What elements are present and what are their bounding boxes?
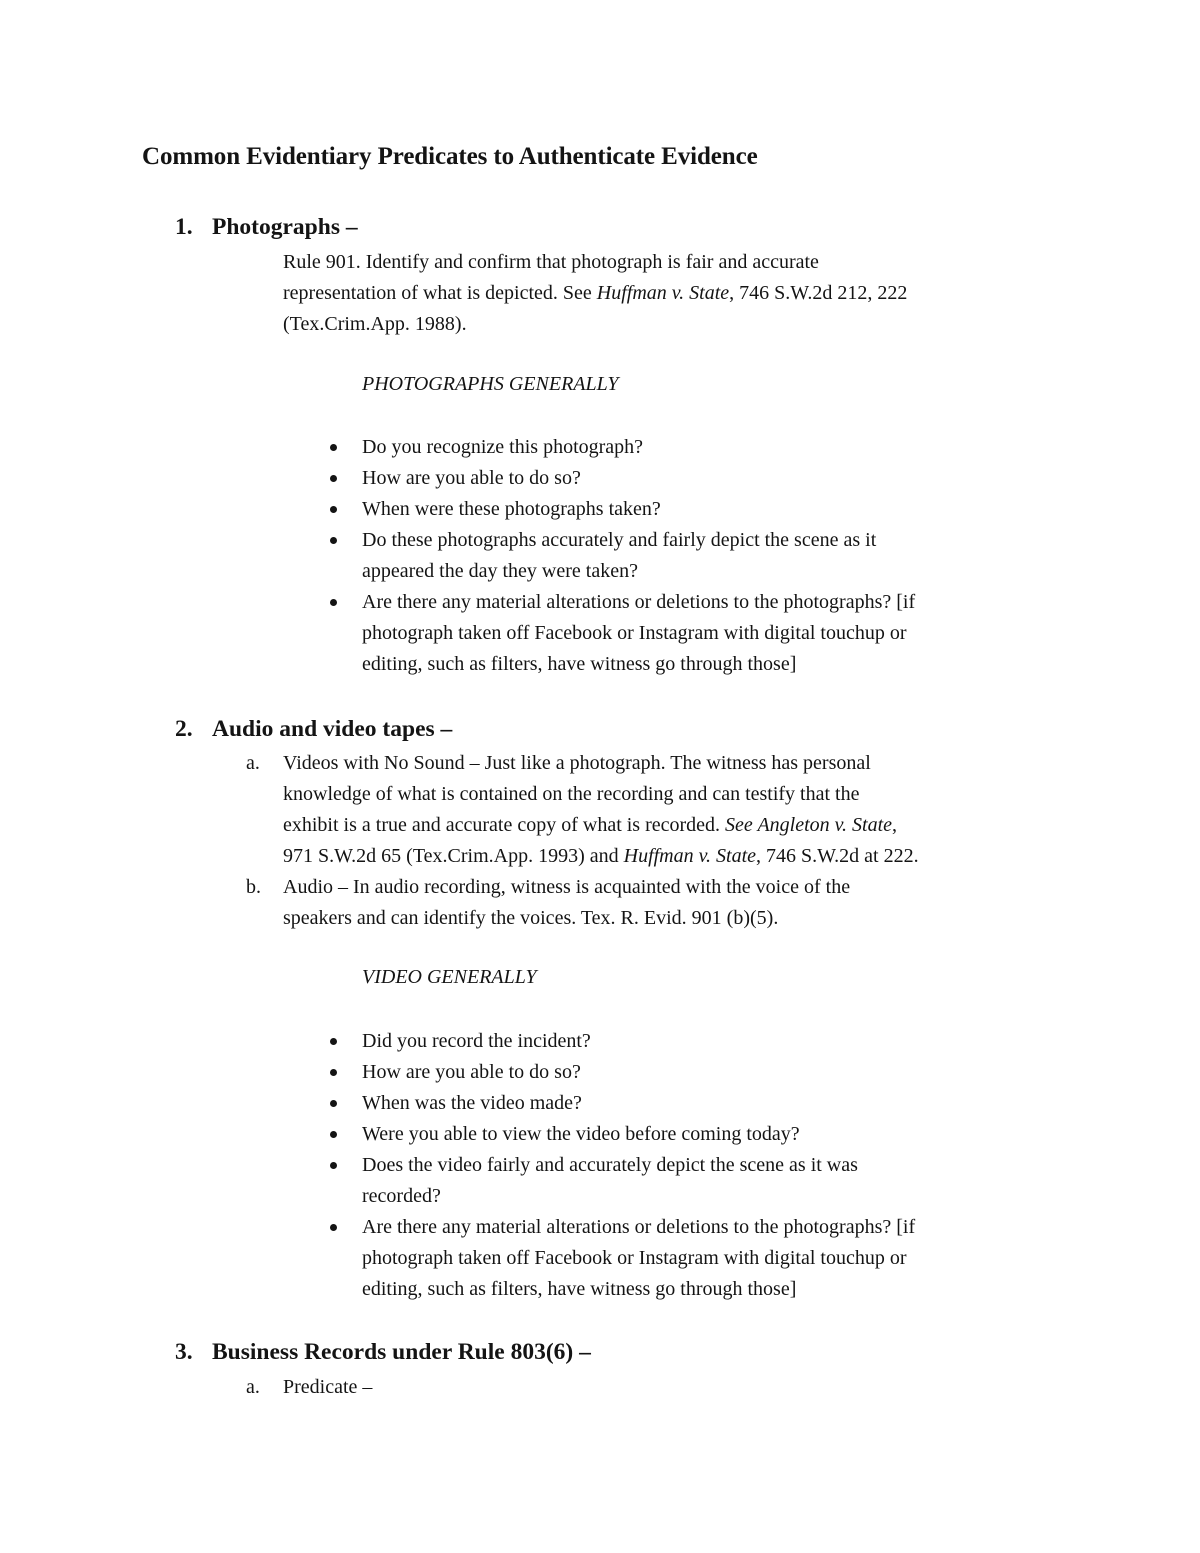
question-item xyxy=(362,525,915,587)
question-line: recorded? xyxy=(362,1185,441,1207)
list-marker: a. xyxy=(246,1376,260,1398)
list-marker: a. xyxy=(246,752,260,774)
question-line: photograph taken off Facebook or Instagram with digital touchup or xyxy=(362,622,907,644)
paragraph-line: (Tex.Crim.App. 1988). xyxy=(283,313,467,335)
section-1-heading xyxy=(175,214,358,241)
question-line: Are there any material alterations or deletions to the photographs? [if xyxy=(362,591,916,613)
case-citation: Huffman v. State xyxy=(596,282,730,304)
item-line: 971 S.W.2d 65 (Tex.Crim.App. 1993) and Huffman v. State, 746 S.W.2d at 222. xyxy=(283,845,919,867)
item-line: speakers and can identify the voices. Tex. R. Evid. 901 (b)(5). xyxy=(283,907,779,929)
photograph-questions-list xyxy=(362,432,915,680)
section-3-heading xyxy=(175,1339,591,1366)
case-citation: Huffman v. State xyxy=(623,845,757,867)
section-2-heading xyxy=(175,716,452,743)
question-item xyxy=(362,1150,915,1212)
item-line: Audio – In audio recording, witness is acquainted with the voice of the xyxy=(283,876,851,898)
question-item xyxy=(362,494,915,525)
business-records-items xyxy=(246,1372,373,1403)
section-title: Audio and video tapes – xyxy=(212,716,453,742)
list-item-a xyxy=(246,748,919,872)
section-number: 1. xyxy=(175,214,193,240)
question-line: photograph taken off Facebook or Instagram with digital touchup or xyxy=(362,1247,907,1269)
case-citation: See Angleton v. State xyxy=(725,814,893,836)
question-item xyxy=(362,463,915,494)
question-line: Do these photographs accurately and fairly depict the scene as it xyxy=(362,529,877,551)
video-generally-subheading: VIDEO GENERALLY xyxy=(362,966,537,988)
section-title: Business Records under Rule 803(6) – xyxy=(212,1339,591,1365)
item-line: exhibit is a true and accurate copy of what is recorded. See Angleton v. State, xyxy=(283,814,898,836)
audio-video-items xyxy=(246,748,919,934)
question-line: Are there any material alterations or deletions to the photographs? [if xyxy=(362,1216,916,1238)
question-line: editing, such as filters, have witness go through those] xyxy=(362,1278,797,1300)
question-line: Do you recognize this photograph? xyxy=(362,436,644,458)
question-line: When was the video made? xyxy=(362,1092,582,1114)
rule-901-paragraph xyxy=(283,247,907,340)
video-questions-list xyxy=(362,1026,915,1305)
question-item xyxy=(362,432,915,463)
question-line: Were you able to view the video before coming today? xyxy=(362,1123,800,1145)
question-line: appeared the day they were taken? xyxy=(362,560,638,582)
section-number: 3. xyxy=(175,1339,193,1365)
question-line: Does the video fairly and accurately depict the scene as it was xyxy=(362,1154,858,1176)
question-item xyxy=(362,1057,915,1088)
paragraph-line: Rule 901. Identify and confirm that photograph is fair and accurate xyxy=(283,251,819,273)
section-number: 2. xyxy=(175,716,193,742)
question-item xyxy=(362,1119,915,1150)
item-line: knowledge of what is contained on the recording and can testify that the xyxy=(283,783,860,805)
question-line: How are you able to do so? xyxy=(362,1061,581,1083)
question-item xyxy=(362,1026,915,1057)
item-line: Videos with No Sound – Just like a photograph. The witness has personal xyxy=(283,752,871,774)
item-line: Predicate – xyxy=(283,1376,373,1398)
question-line: Did you record the incident? xyxy=(362,1030,591,1052)
list-item-a xyxy=(246,1372,373,1403)
question-line: How are you able to do so? xyxy=(362,467,581,489)
question-line: When were these photographs taken? xyxy=(362,498,661,520)
paragraph-line: representation of what is depicted. See Huffman v. State, 746 S.W.2d 212, 222 xyxy=(283,282,908,304)
question-item xyxy=(362,1088,915,1119)
page-title: Common Evidentiary Predicates to Authenticate Evidence xyxy=(142,143,758,170)
question-line: editing, such as filters, have witness go through those] xyxy=(362,653,797,675)
section-title: Photographs – xyxy=(212,214,358,240)
question-item xyxy=(362,1212,915,1305)
list-marker: b. xyxy=(246,876,261,898)
list-item-b xyxy=(246,872,919,934)
photographs-generally-subheading: PHOTOGRAPHS GENERALLY xyxy=(362,373,619,395)
question-item xyxy=(362,587,915,680)
